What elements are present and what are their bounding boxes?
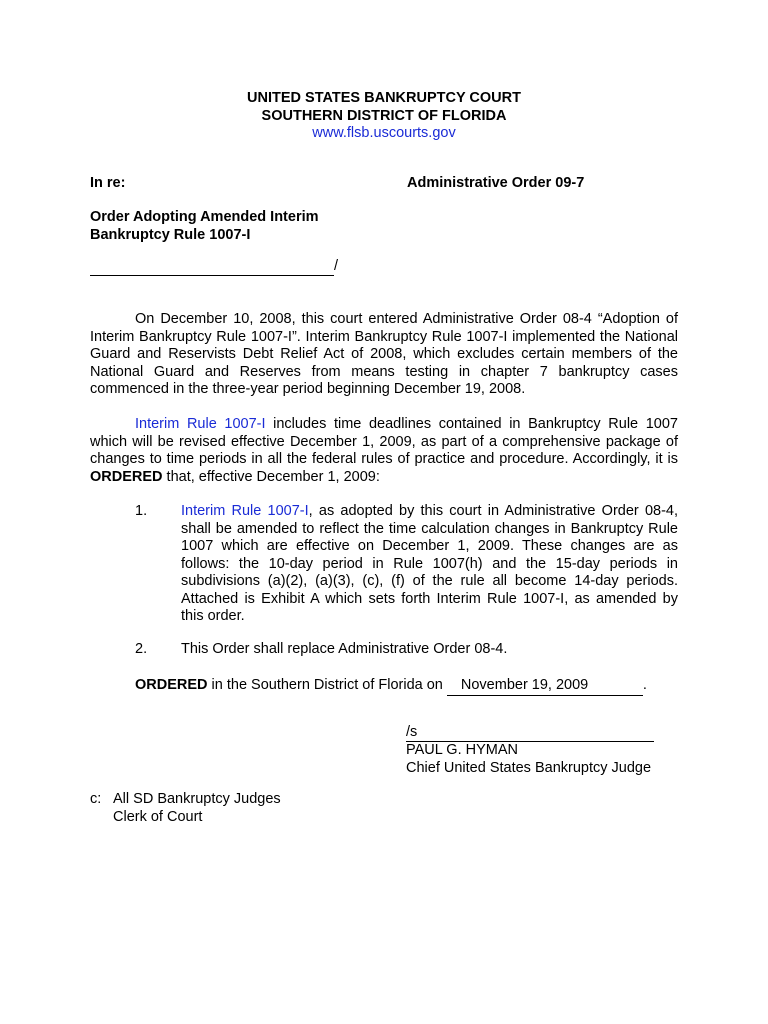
court-name: UNITED STATES BANKRUPTCY COURT: [247, 90, 521, 106]
in-re-label: In re:: [90, 175, 126, 191]
cc-label: c:: [90, 791, 102, 807]
paragraph-1-text: On December 10, 2008, this court entered Administrative Order 08-4 “Adoption of Interim Bankruptcy Rule 1007-I”. Interim Bankruptcy Rule 1007-I implemented the National Guard and Reservists Debt Relief Act of 2008, which excludes certain members of the National Guard and Reserves from means testing in chapter 7 bankruptcy cases commenced in the three-year period beginning December 19, 2008.: [90, 311, 678, 397]
signature-line: [406, 724, 654, 742]
subject-line-1: Order Adopting Amended Interim: [90, 209, 319, 225]
paragraph-background: [90, 311, 678, 399]
list-item: [90, 641, 678, 659]
order-date: November 19, 2009: [447, 677, 643, 696]
signature-mark: /s: [406, 724, 418, 740]
judge-name: PAUL G. HYMAN: [406, 742, 518, 758]
interim-rule-link[interactable]: Interim Rule 1007-I: [181, 503, 309, 519]
signature-block: [406, 724, 666, 777]
list-item-number: 2.: [135, 641, 148, 657]
caption-slash: /: [334, 258, 339, 274]
paragraph-2-text-a: includes time deadlines contained in Bankruptcy Rule 1007 which will be revised effective December 1, 2009, as part of a comprehensive package of changes to time periods in all the federal rules of practice and procedure. Accordingly, it is: [90, 416, 678, 467]
interim-rule-link[interactable]: Interim Rule 1007-I: [135, 416, 266, 432]
cc-recipient: All SD Bankruptcy Judges: [113, 791, 281, 807]
district-name: SOUTHERN DISTRICT OF FLORIDA: [261, 107, 507, 124]
order-subject: [90, 209, 390, 244]
subject-line-2: Bankruptcy Rule 1007-I: [90, 226, 251, 243]
paragraph-2-text-b: that, effective December 1, 2009:: [162, 468, 380, 485]
ordered-keyword: ORDERED: [90, 468, 163, 485]
caption-divider: [90, 258, 338, 276]
order-number: Administrative Order 09-7: [407, 175, 585, 191]
copies-to: [90, 791, 281, 826]
list-item-text: , as adopted by this court in Administrative Order 08-4, shall be amended to reflect the time calculation changes in Bankruptcy Rule 1007 which are effective on December 1, 2009. These changes are as follows: the 10-day period in Rule 1007(h) and the 15-day periods in subdivisions (a)(2), (a)(3), (c), (f) of the rule all become 14-day periods. Attached is Exhibit A which sets forth Interim Rule 1007-I, as amended by this order.: [181, 503, 678, 624]
list-item-number: 1.: [135, 503, 148, 519]
ordered-period: .: [642, 677, 647, 693]
ordered-statement: [135, 677, 647, 696]
list-item-text: This Order shall replace Administrative Order 08-4.: [181, 641, 508, 657]
paragraph-ordered: [90, 416, 678, 486]
court-website-link[interactable]: www.flsb.uscourts.gov: [312, 125, 456, 141]
judge-title: Chief United States Bankruptcy Judge: [406, 759, 652, 776]
court-header: [0, 90, 768, 143]
cc-recipient: Clerk of Court: [113, 808, 203, 825]
list-item: [90, 503, 678, 626]
ordered-keyword: ORDERED: [135, 677, 208, 693]
ordered-text: in the Southern District of Florida on: [207, 677, 447, 693]
